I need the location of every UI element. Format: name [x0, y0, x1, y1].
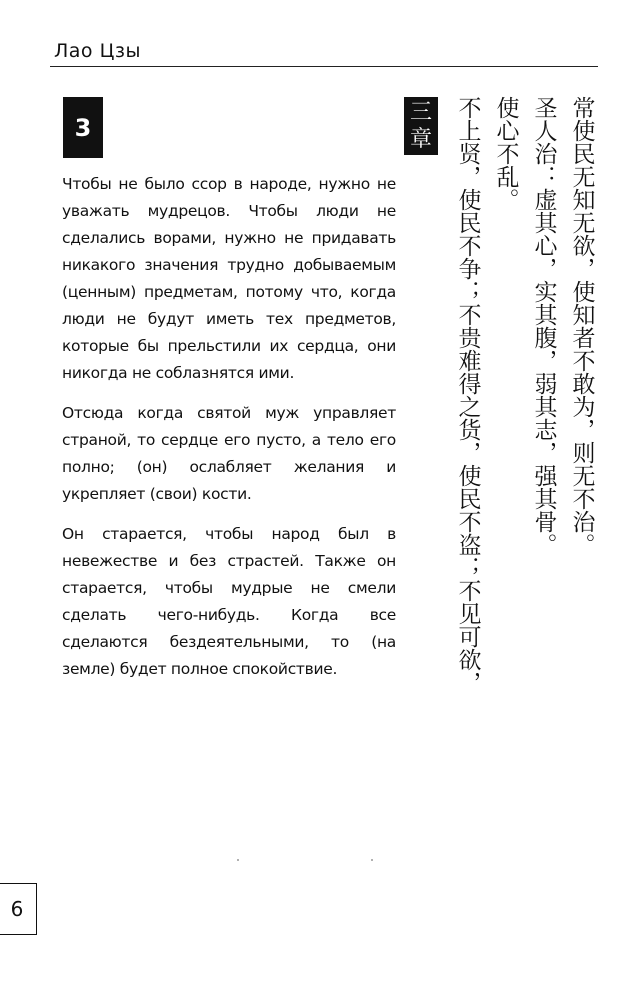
- chinese-column-1: 不上贤，使民不争；不贵难得之货，使民不盗；不见可欲，: [454, 96, 481, 694]
- body-text: [62, 171, 396, 696]
- page-number: 6: [0, 883, 37, 935]
- chapter-number: 3: [63, 97, 103, 158]
- paper-speck: [371, 859, 373, 861]
- paper-speck: [237, 859, 239, 861]
- chinese-title-char-1: 三: [409, 100, 432, 125]
- chinese-title-char-2: 章: [409, 127, 432, 152]
- paragraph-3: Он старается, чтобы народ был в невежестве и без страстей. Также он старается, чтобы мудрые не смели сделать чего-нибудь. Когда все сделаются бездеятельными, то (на земле) будет полное спокойствие.: [62, 525, 396, 678]
- running-title: Лао Цзы: [54, 40, 141, 62]
- chinese-column-2: 使心不乱。: [492, 96, 519, 211]
- paragraph-1: Чтобы не было ссор в народе, нужно не уважать мудрецов. Чтобы люди не сделались ворами, нужно не придавать никакого значения трудно добываемым (ценным) предметам, потому что, когда люди не будут иметь тех предметов, которые бы прельстили их сердца, они никогда не соблазнятся ими.: [62, 175, 396, 382]
- header-rule: [50, 66, 598, 67]
- chinese-chapter-title: [404, 97, 438, 155]
- chinese-column-4: 常使民无知无欲，使知者不敢为，则无不治。: [568, 96, 595, 556]
- paragraph-2: Отсюда когда святой муж управляет страной, то сердце его пусто, а тело его полно; (он) ослабляет желания и укрепляет (свои) кости.: [62, 404, 396, 503]
- chinese-column-3: 圣人治：虚其心，实其腹，弱其志，强其骨。: [530, 96, 557, 556]
